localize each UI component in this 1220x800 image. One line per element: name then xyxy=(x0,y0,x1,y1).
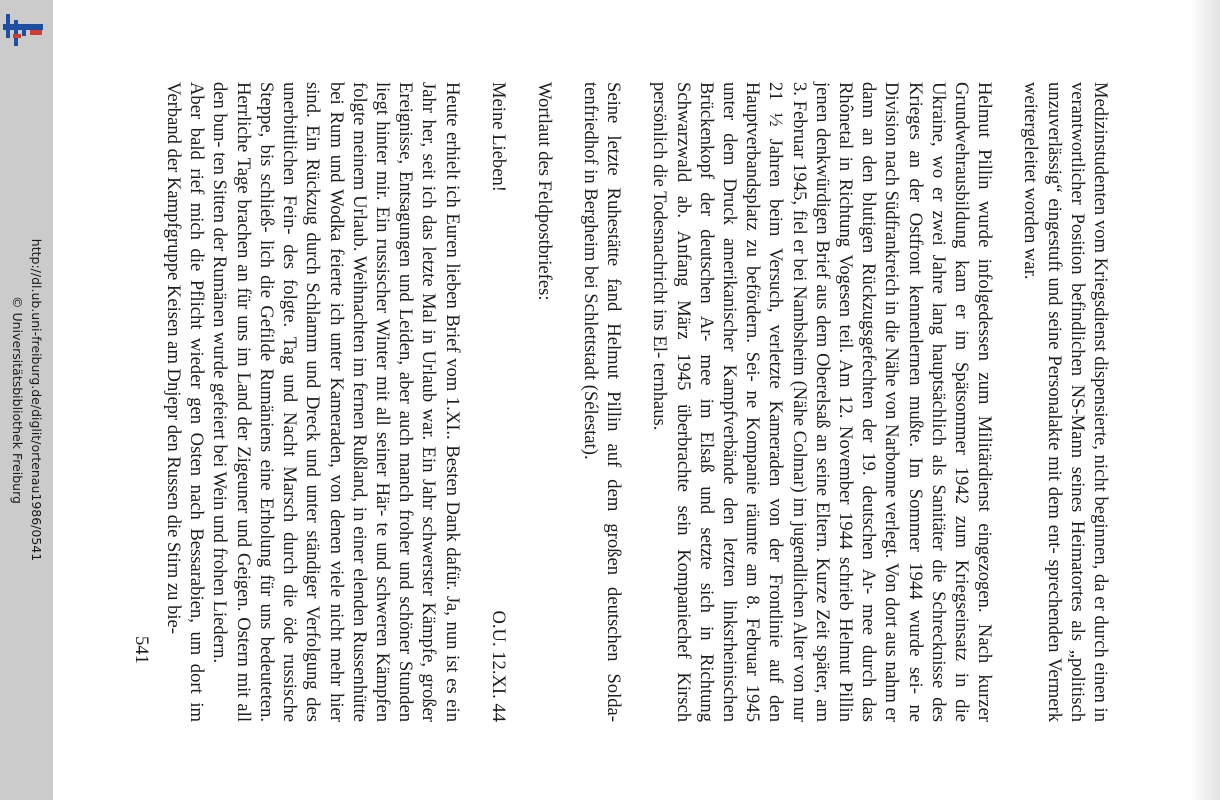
page-body xyxy=(162,82,1112,722)
letter-greeting: Meine Lieben! xyxy=(487,82,509,192)
paragraph: Helmut Pillin wurde infolgedessen zum Militärdienst eingezogen. Nach kurzer Grundwehrausbildung kam er im Spätsommer 1942 zum Kriegseinsatz in die Ukraine, wo er zwei Jahre lang hauptsächlich als Sanitäter die Schrecknisse des Krieges an der Ostfront kennenlernen mußte. Im Sommer 1944 wurde sei- ne Division nach Südfrankreich in die Nähe von Narbonne verlegt. Von dort aus nahm er dann an den blutigen Rückzugsgefechten der 19. deutschen Ar- mee durch das Rhônetal in Richtung Vogesen teil. Am 12. November 1944 schrieb Helmut Pillin jenen denkwürdigen Brief aus dem Oberelsaß an seine Eltern. Kurze Zeit später, am 3. Februar 1945, fiel er bei Nambsheim (Nähe Colmar) im jugendlichen Alter von nur 21 ½ Jahren beim Versuch, verletzte Kameraden von der Frontlinie auf den Hauptverbandsplatz zu befördern. Sei- ne Kompanie räumte am 8. Februar 1945 unter dem Druck amerikanischer Kampfverbände den letzten linksrheinischen Brückenkopf der deutschen Ar- mee im Elsaß und setzte sich in Richtung Schwarzwald ab. Anfang März 1945 überbrachte sein Kompaniechef Kirsch persönlich die Todesnachricht ins El- ternhaus. xyxy=(649,82,996,722)
source-url[interactable]: http://dl.ub.uni-freiburg.de/diglit/ortenau1986/0541 xyxy=(29,238,44,562)
letter-paragraph: Aber bald rief mich die Pflicht wieder gen Osten nach Bessarabien, um dort im Verband der Kampfgruppe Keisen am Dnjepr den Russen die Stirn zu bie- xyxy=(163,82,208,722)
paragraph: Wortlaut des Feldpostbriefes: xyxy=(533,82,555,301)
paragraph: Seine letzte Ruhestätte fand Helmut Pillin auf dem großen deutschen Solda- tenfriedhof in Bergheim bei Schlettstadt (Sélestat). xyxy=(579,82,625,722)
page-edge-shadow xyxy=(1190,0,1220,800)
page-number: 541 xyxy=(131,636,152,664)
letter-header xyxy=(487,82,510,722)
copyright-notice: © Universitätsbibliothek Freiburg xyxy=(10,296,25,504)
letter-dateline: O.U. 12.XI. 44 xyxy=(487,610,509,722)
letter-paragraph: Heute erhielt ich Euren lieben Brief vom 1.XI.. Besten Dank dafür. Ja, nun ist es ein Jahr her, seit ich das letzte Mal in Urlaub war. Ein Jahr schwerster Kämpfe, großer Ereignisse, Entsagungen und Leiden, aber auch manch froher und schöner Stunden liegt hinter mir. Ein russischer Winter mit all seiner Här- te und schweren Kämpfen folgte meinem Urlaub. Weihnachten im fernen Rußland, in einer elenden Russenhütte bei Rum und Wodka feierte ich unter Kameraden, von denen viele nicht mehr hier sind. Ein Rückzug durch Schlamm und Dreck und unter ständiger Verfolgung des unerbittlichen Fein- des folgte. Tag und Nacht Marsch durch die öde russische Steppe, bis schließ- lich die Gefilde Rumäniens eine Erholung für uns bedeuteten. Herrliche Tage brachen an für uns im Land der Zigeuner und Geigen. Ostern mit all den bun- ten Sitten der Rumänen wurde gefeiert bei Wein und frohen Liedern. xyxy=(209,82,463,722)
paragraph: Medizinstudenten vom Kriegsdienst dispensierte, nicht beginnen, da er durch einen in verantwortlicher Position befindlichen NS-Mann seines Heimatortes als „politisch unzuverlässig“ eingestuft und seine Personalakte mit dem ent- sprechenden Vermerk weitergeleitet worden war. xyxy=(1020,82,1111,722)
